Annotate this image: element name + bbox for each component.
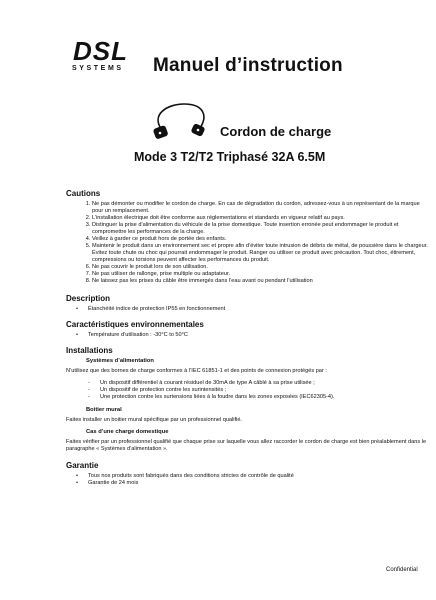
supply-intro: N’utilisez que des bornes de charge conformes à l’IEC 61851-1 et des points de connexion protégés par :: [66, 368, 327, 374]
list-item: • Tous nos produits sont fabriqués dans des conditions strictes de contrôle de qualité: [82, 473, 428, 480]
product-model: Mode 3 T2/T2 Triphasé 32A 6.5M: [134, 150, 326, 164]
environment-heading: Caractéristiques environnementales: [66, 320, 204, 329]
document-title: Manuel d’instruction: [153, 55, 343, 76]
environment-list: [66, 332, 428, 339]
list-item: • Étanchéité indice de protection IP55 en fonctionnement: [82, 306, 428, 313]
description-list: [66, 306, 428, 313]
list-item: 4. Veillez à garder ce produit hors de portée des enfants.: [92, 236, 428, 243]
wall-box-text: Faites installer un boitier mural spécifique par un professionnel qualifié.: [66, 417, 242, 423]
product-name: Cordon de charge: [220, 124, 332, 139]
list-item: • Température d’utilisation : -30°C to 50°C: [82, 332, 428, 339]
list-item: 5. Maintenir le produit dans un environnement sec et propre afin d’éviter toute intrusion de débris de métal, de poussière dans le chargeur. Évitez toute chute ou choc qui pourrait endommager le produit. Ranger ou utiliser ce produit avec précaution. Tout choc, étirement, compressions ou torsions peuvent affecter les performances du produit.: [92, 243, 428, 264]
list-item: - Un dispositif différentiel à courant résiduel de 30mA de type A câblé à sa prise utilisée ;: [88, 380, 428, 387]
list-item: 2. L’installation électrique doit être conforme aux réglementations et standards en vigueur relatif au pays.: [92, 215, 428, 222]
domestic-charge-text: Faites vérifier par un professionnel qualifié que chaque prise sur laquelle vous allez raccorder le cordon de charge est bien préalablement dans le paragraphe « Systèmes d’alimentation ».: [66, 439, 427, 452]
charging-cable-image: [148, 100, 210, 142]
cautions-heading: Cautions: [66, 189, 101, 198]
confidential-label: Confidential: [386, 567, 418, 573]
warranty-list: [66, 473, 428, 487]
supply-list: [66, 380, 428, 401]
dsl-systems-logo: [70, 36, 148, 76]
supply-subheading: Systèmes d’alimentation: [86, 358, 154, 364]
list-item: • Garantie de 24 mois: [82, 480, 428, 487]
document-body: [66, 190, 428, 495]
cautions-list: [66, 201, 428, 285]
domestic-charge-subheading: Cas d’une charge domestique: [86, 429, 169, 435]
description-heading: Description: [66, 294, 111, 303]
list-item: 1. Ne pas démonter ou modifier le cordon de charge. En cas de dégradation du cordon, adressez-vous à un représentant de la marque pour un remplacement.: [92, 201, 428, 215]
installations-heading: Installations: [66, 346, 113, 355]
list-item: - Une protection contre les surtensions liées à la foudre dans les zones exposées (IEC62305-4).: [88, 394, 428, 401]
warranty-heading: Garantie: [66, 461, 99, 470]
list-item: 8. Ne laissez pas les prises du câble être immergés dans l’eau avant ou pendant l’utilisation: [92, 278, 428, 285]
list-item: 6. Ne pas couvrir le produit lors de son utilisation.: [92, 264, 428, 271]
list-item: 3. Distinguer la prise d’alimentation du véhicule de la prise domestique. Toute insertion erronée peut endommager le produit et compromettre les performances de la charge.: [92, 222, 428, 236]
logo-text: DSL: [73, 36, 128, 66]
logo-subtext: SYSTEMS: [72, 65, 124, 72]
list-item: - Un dispositif de protection contre les surintensités ;: [88, 387, 428, 394]
list-item: 7. Ne pas utiliser de rallonge, prise multiple ou adaptateur.: [92, 271, 428, 278]
wall-box-subheading: Boitier mural: [86, 407, 122, 413]
